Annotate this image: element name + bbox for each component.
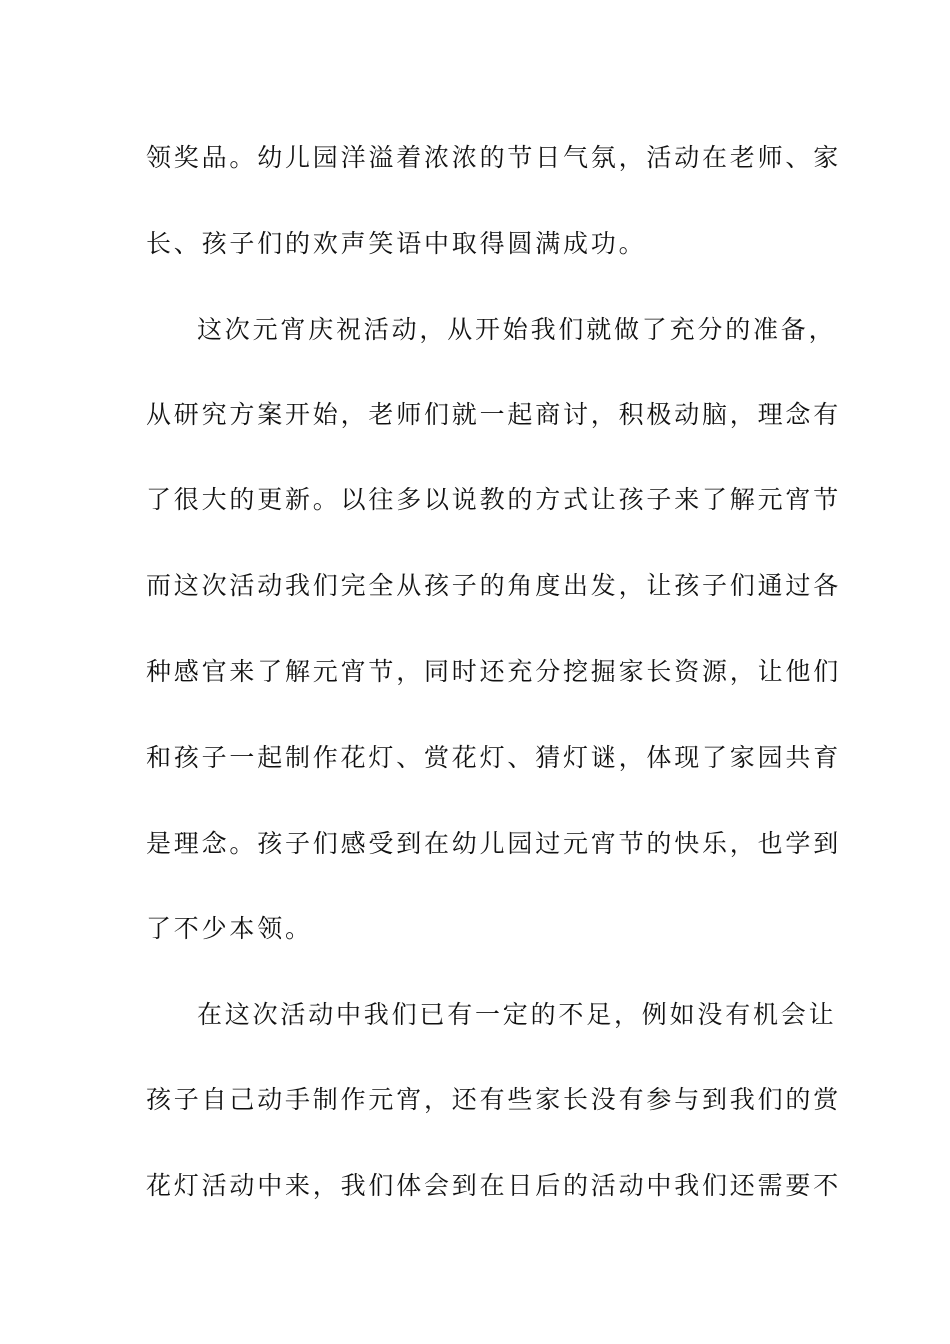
paragraph-line: 是理念。孩子们感受到在幼儿园过元宵节的快乐，也学到	[146, 829, 842, 858]
paragraph-line: 和孩子一起制作花灯、赏花灯、猜灯谜，体现了家园共育	[146, 743, 842, 772]
paragraph-line: 而这次活动我们完全从孩子的角度出发，让孩子们通过各	[146, 571, 842, 600]
paragraph-line: 孩子自己动手制作元宵，还有些家长没有参与到我们的赏	[146, 1085, 842, 1114]
paragraph-line: 这次元宵庆祝活动，从开始我们就做了充分的准备，	[197, 315, 837, 344]
paragraph-line: 了不少本领。	[146, 914, 313, 943]
paragraph-line: 花灯活动中来，我们体会到在日后的活动中我们还需要不	[146, 1171, 842, 1200]
paragraph-line: 领奖品。幼儿园洋溢着浓浓的节日气氛，活动在老师、家	[146, 143, 842, 172]
paragraph-line: 从研究方案开始，老师们就一起商讨，积极动脑，理念有	[146, 400, 842, 429]
paragraph-line: 了很大的更新。以往多以说教的方式让孩子来了解元宵节	[146, 485, 842, 514]
paragraph-line: 种感官来了解元宵节，同时还充分挖掘家长资源，让他们	[146, 657, 842, 686]
paragraph-line: 在这次活动中我们已有一定的不足，例如没有机会让	[197, 1000, 837, 1029]
paragraph-line: 长、孩子们的欢声笑语中取得圆满成功。	[146, 229, 647, 258]
